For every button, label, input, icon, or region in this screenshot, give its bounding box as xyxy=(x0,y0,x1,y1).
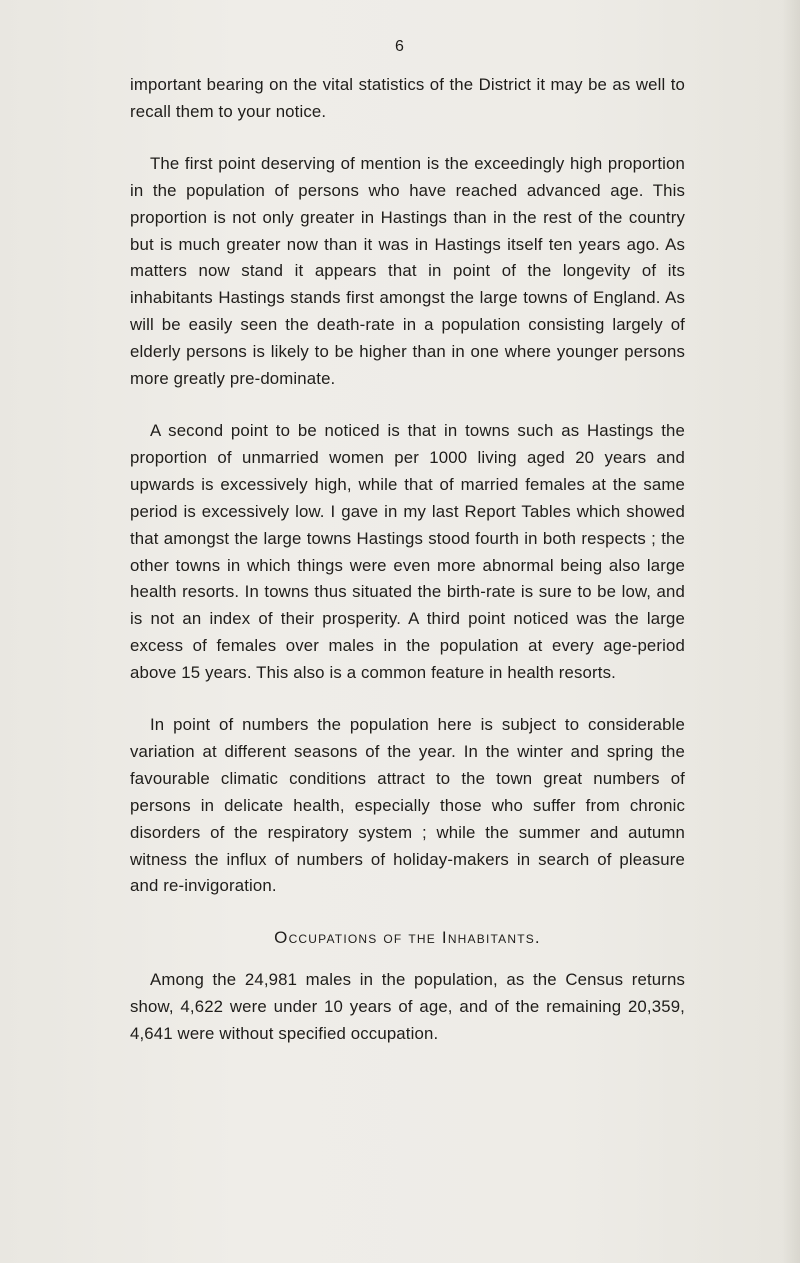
paragraph-longevity: The first point deserving of mention is the exceedingly high proportion in the population of persons who have reached advanced age. This proportion is not only greater in Hastings than in the rest of the country but is much greater now than it was in Hastings itself ten years ago. As matters now stand it appears that in point of the longevity of its inhabitants Hastings stands first amongst the large towns of England. As will be easily seen the death-rate in a population consisting largely of elderly persons is likely to be higher than in one where younger persons more greatly pre-dominate. xyxy=(130,153,685,389)
section-heading-occupations: Occupations of the Inhabitants. xyxy=(274,928,541,948)
paragraph-seasonal-population: In point of numbers the population here is subject to considerable variation at different seasons of the year. In the winter and spring the favourable climatic conditions attract to the town great numbers of persons in delicate health, especially those who suffer from chronic disorders of the respiratory system ; while the summer and autumn witness the influx of numbers of holiday-makers in search of pleasure and re-invigoration. xyxy=(130,715,685,896)
page-number: 6 xyxy=(395,38,405,55)
paragraph-unmarried-women: A second point to be noticed is that in towns such as Hastings the proportion of unmarried women per 1000 living aged 20 years and upwards is excessively high, while that of married females at the same period is excessively low. I gave in my last Report Tables which showed that amongst the large towns Hastings stood fourth in both respects ; the other towns in which things were even more abnormal being also large health resorts. In towns thus situated the birth-rate is sure to be low, and is not an index of their prosperity. A third point noticed was the large excess of females over males in the population at every age-period above 15 years. This also is a common feature in health resorts. xyxy=(130,420,685,683)
page-edge-shadow xyxy=(782,0,800,1263)
paragraph-occupations: Among the 24,981 males in the population, as the Census returns show, 4,622 were under 10 years of age, and of the remaining 20,359, 4,641 were without specified occupation. xyxy=(130,970,685,1044)
body-text xyxy=(130,72,685,1073)
paragraph-continuation: important bearing on the vital statistics of the District it may be as well to recall them to your notice. xyxy=(130,75,685,121)
